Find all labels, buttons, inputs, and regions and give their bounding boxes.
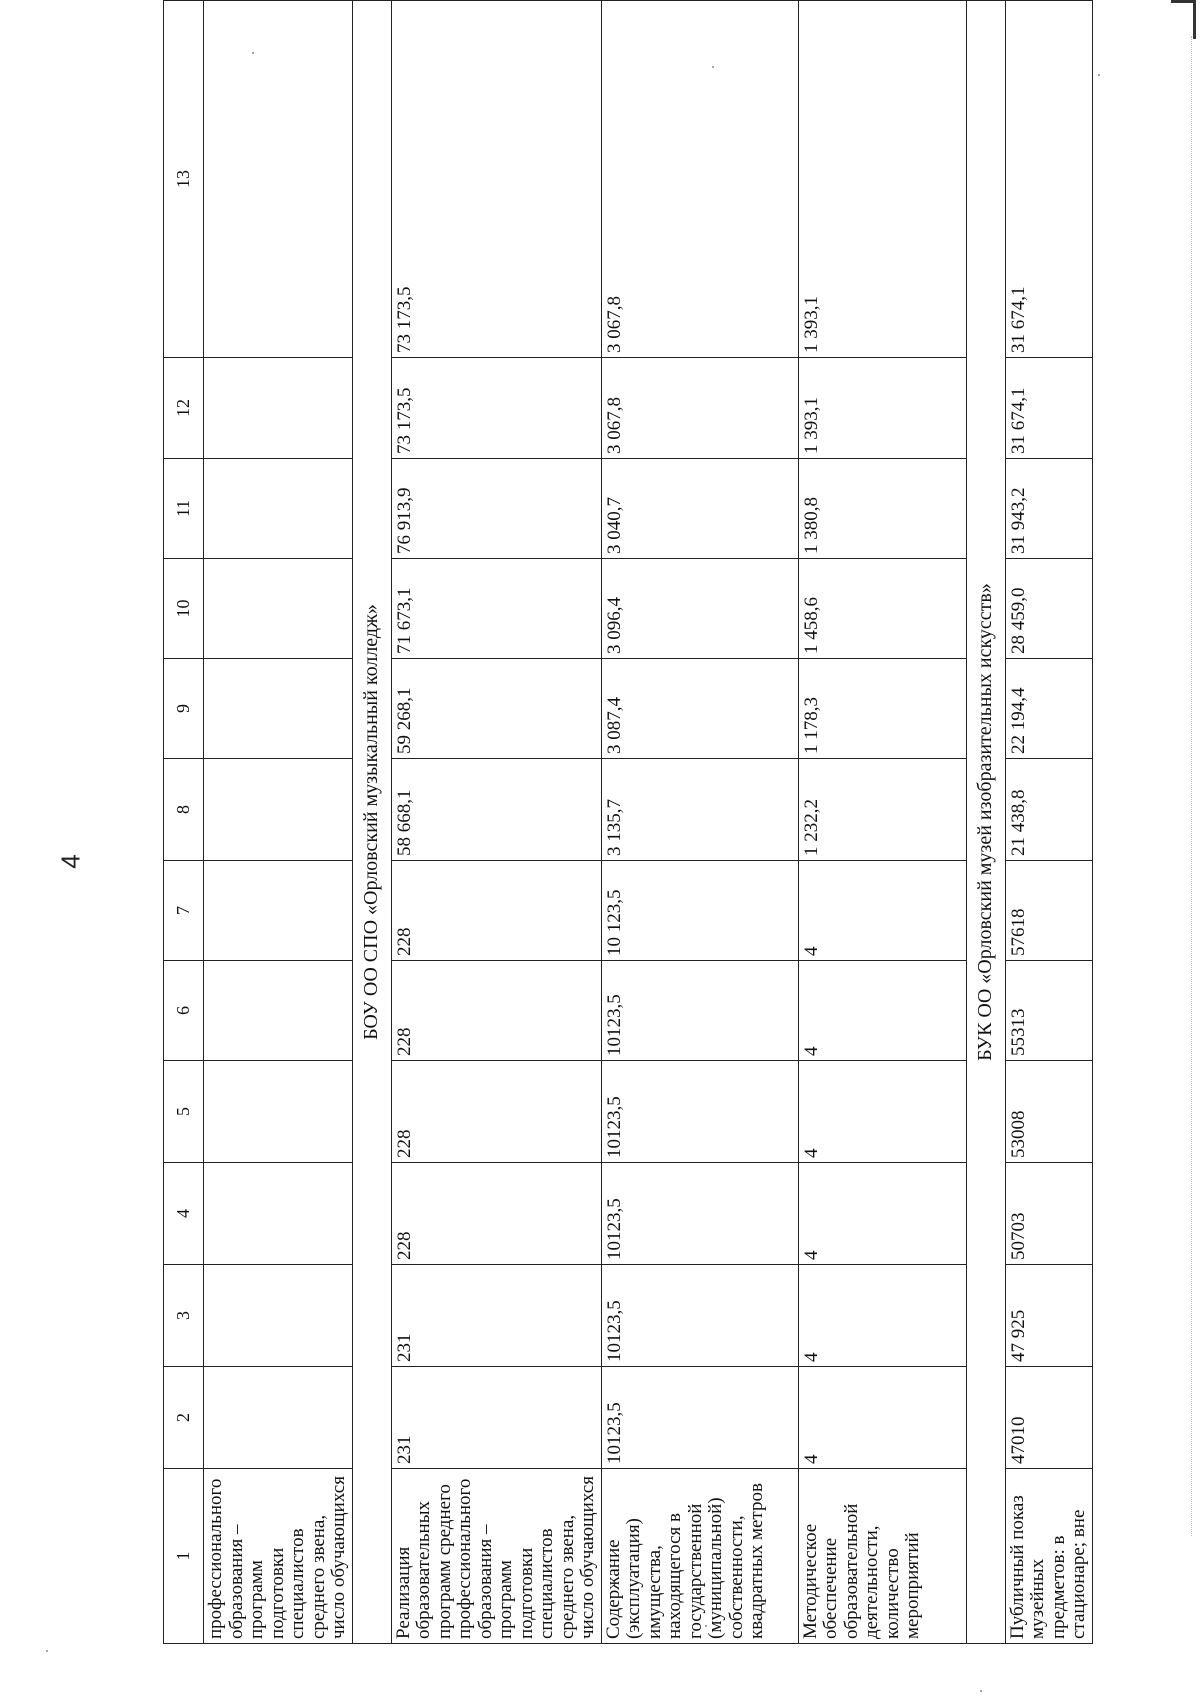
header-cell: 3: [164, 1265, 204, 1367]
table-cell: 231: [391, 1367, 601, 1469]
header-cell: 9: [164, 659, 204, 759]
scan-speck: [980, 1690, 982, 1692]
scan-speck: [46, 1650, 48, 1652]
table-cell: 73 173,5: [391, 1, 601, 358]
table-cell: [204, 861, 353, 961]
table-cell: 31 943,2: [1005, 459, 1092, 559]
header-cell: 4: [164, 1163, 204, 1265]
table-cell: 22 194,4: [1005, 659, 1092, 759]
table-cell: 4: [798, 1163, 966, 1265]
table-cell: 10123,5: [601, 1163, 798, 1265]
table-cell: 47 925: [1005, 1265, 1092, 1367]
table-cell: 228: [391, 1163, 601, 1265]
table-cell: 3 040,7: [601, 459, 798, 559]
header-cell: 12: [164, 358, 204, 459]
section-title: БУК ОО «Орловский музей изобразительных искусств»: [966, 1, 1005, 1644]
header-cell: 2: [164, 1367, 204, 1469]
table-cell: [204, 1367, 353, 1469]
table-cell: 4: [798, 1367, 966, 1469]
table-row: [204, 1, 353, 1644]
header-cell: 5: [164, 1061, 204, 1163]
row-label: профессионального образования – программ подготовки специалистов среднего звена, число обучающихся: [204, 1469, 353, 1644]
table-cell: 10123,5: [601, 1367, 798, 1469]
row-label: Содержание (эксплуатация) имущества, находящегося в государственной (муниципальной) собственности, квадратных метров: [601, 1469, 798, 1644]
header-cell: 1: [164, 1469, 204, 1644]
table-row: [601, 1, 798, 1644]
table-cell: [204, 961, 353, 1061]
table-row: [1005, 1, 1092, 1644]
page-number: 4: [55, 854, 86, 869]
table-cell: 1 393,1: [798, 1, 966, 358]
header-row: [164, 1, 204, 1644]
row-label: Методическое обеспечение образовательной деятельности, количество мероприятий: [798, 1469, 966, 1644]
table-cell: [204, 1163, 353, 1265]
table-cell: 31 674,1: [1005, 358, 1092, 459]
table-cell: 58 668,1: [391, 759, 601, 861]
scan-edge-line: [1191, 36, 1192, 1536]
section-title: БОУ ОО СПО «Орловский музыкальный колледж»: [352, 1, 391, 1644]
data-table: [163, 0, 1093, 1644]
table-cell: 10123,5: [601, 1061, 798, 1163]
table-cell: 231: [391, 1265, 601, 1367]
scan-speck: [1098, 74, 1100, 76]
table-cell: [204, 759, 353, 861]
table-cell: 10123,5: [601, 1265, 798, 1367]
table-cell: 3 067,8: [601, 1, 798, 358]
table-cell: 55313: [1005, 961, 1092, 1061]
table-cell: [204, 358, 353, 459]
row-label: Реализация образовательных программ среднего профессионального образования – программ подготовки специалистов среднего звена, число обучающихся: [391, 1469, 601, 1644]
section-row: [352, 1, 391, 1644]
table-cell: 76 913,9: [391, 459, 601, 559]
table-cell: 1 380,8: [798, 459, 966, 559]
table-row: [798, 1, 966, 1644]
table-cell: 228: [391, 861, 601, 961]
table-cell: 3 096,4: [601, 559, 798, 659]
table-cell: 47010: [1005, 1367, 1092, 1469]
header-cell: 13: [164, 1, 204, 358]
section-row: [966, 1, 1005, 1644]
table-cell: 1 178,3: [798, 659, 966, 759]
table-cell: 10123,5: [601, 961, 798, 1061]
table-cell: 71 673,1: [391, 559, 601, 659]
rotated-table-container: [163, 101, 1108, 1644]
table-cell: 3 067,8: [601, 358, 798, 459]
table-cell: 4: [798, 861, 966, 961]
header-cell: 7: [164, 861, 204, 961]
table-cell: 10 123,5: [601, 861, 798, 961]
table-cell: 31 674,1: [1005, 1, 1092, 358]
row-label: Публичный показ музейных предметов: в стационаре; вне: [1005, 1469, 1092, 1644]
table-cell: 1 458,6: [798, 559, 966, 659]
table-cell: 53008: [1005, 1061, 1092, 1163]
table-cell: 1 232,2: [798, 759, 966, 861]
header-cell: 11: [164, 459, 204, 559]
table-cell: [204, 1061, 353, 1163]
table-cell: 228: [391, 961, 601, 1061]
table-cell: 228: [391, 1061, 601, 1163]
table-cell: 73 173,5: [391, 358, 601, 459]
table-cell: 3 135,7: [601, 759, 798, 861]
table-cell: 4: [798, 1061, 966, 1163]
table-cell: 28 459,0: [1005, 559, 1092, 659]
table-cell: [204, 1, 353, 358]
table-cell: 50703: [1005, 1163, 1092, 1265]
header-cell: 6: [164, 961, 204, 1061]
table-cell: 3 087,4: [601, 659, 798, 759]
table-row: [391, 1, 601, 1644]
header-cell: 8: [164, 759, 204, 861]
table-cell: 4: [798, 961, 966, 1061]
table-cell: 59 268,1: [391, 659, 601, 759]
table-cell: [204, 459, 353, 559]
header-cell: 10: [164, 559, 204, 659]
table-cell: [204, 559, 353, 659]
table-cell: [204, 1265, 353, 1367]
table-cell: 21 438,8: [1005, 759, 1092, 861]
table-cell: 57618: [1005, 861, 1092, 961]
table-cell: 1 393,1: [798, 358, 966, 459]
scan-edge-mark: [1171, 0, 1196, 39]
table-cell: [204, 659, 353, 759]
table-cell: 4: [798, 1265, 966, 1367]
